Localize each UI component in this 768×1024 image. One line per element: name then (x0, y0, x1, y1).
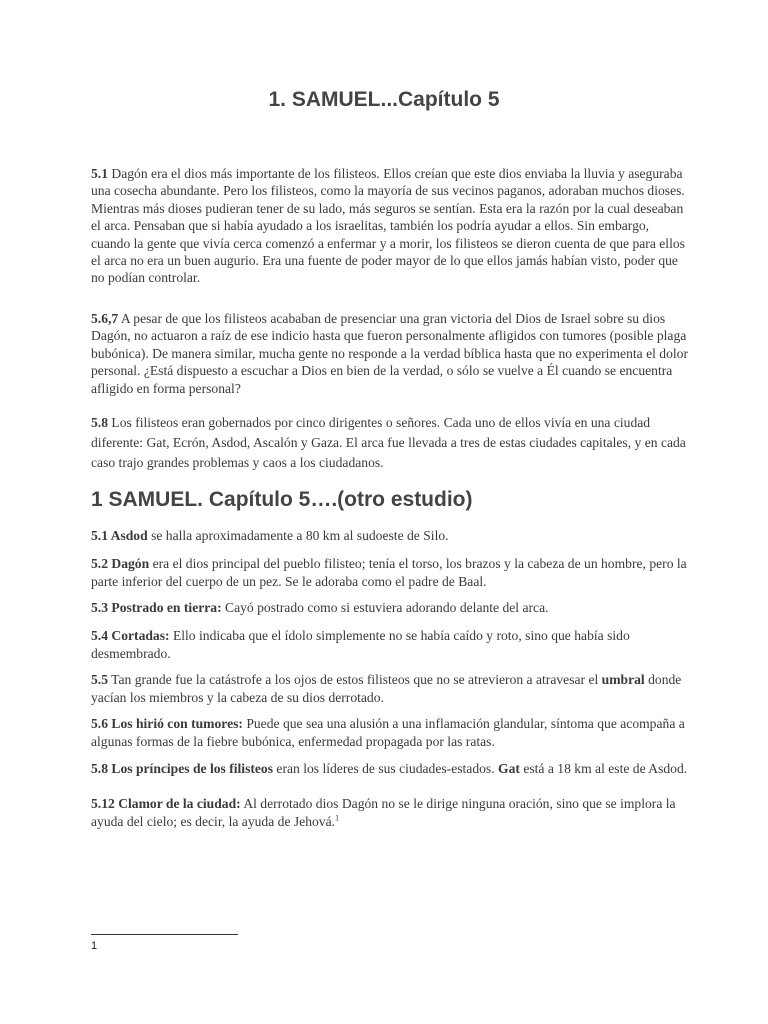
paragraph-text: Los filisteos eran gobernados por cinco dirigentes o señores. Cada uno de ellos vivía en una ciudad diferente: Gat, Ecrón, Asdod, Ascalón y Gaza. El arca fue llevada a tres de estas ciudades capitales, y en cada caso trajo grandes problemas y caos a los ciudadanos. (91, 415, 686, 470)
note-text: Cayó postrado como si estuviera adorando delante del arca. (221, 600, 549, 615)
note-5-3 (91, 599, 689, 617)
verse-label: 5.6,7 (91, 311, 119, 326)
note-5-8 (91, 760, 689, 778)
page-title: 1. SAMUEL...Capítulo 5 (268, 88, 500, 111)
footnote-separator (91, 934, 238, 935)
paragraph-text: A pesar de que los filisteos acababan de presenciar una gran victoria del Dios de Israel sobre su dios Dagón, no actuaron a raíz de ese indicio hasta que fueron personalmente afligidos con tumores (posible plaga bubónica). De manera similar, mucha gente no responde a la verdad bíblica hasta que no experimenta el dolor personal. ¿Está dispuesto a escuchar a Dios en bien de la verdad, o sólo se vuelve a Él cuando se encuentra afligido en forma personal? (91, 311, 688, 396)
note-5-6 (91, 715, 689, 750)
note-text: Puede que sea una alusión a una inflamación glandular, síntoma que acompaña a algunas formas de la fiebre bubónica, enfermedad propagada por las ratas. (91, 716, 685, 749)
note-text: era el dios principal del pueblo filisteo; tenía el torso, los brazos y la cabeza de un hombre, pero la parte inferior del cuerpo de un pez. Se le adoraba como el padre de Baal. (91, 556, 687, 589)
note-text: donde yacían los miembros y la cabeza de su dios derrotado. (91, 672, 682, 705)
note-text: está a 18 km al este de Asdod. (519, 761, 688, 776)
note-bold-term: Gat (498, 761, 520, 776)
note-5-1 (91, 527, 689, 545)
note-text: Al derrotado dios Dagón no se le dirige ninguna oración, sino que se implora la ayuda del cielo; es decir, la ayuda de Jehová. (91, 796, 676, 829)
footnote-reference[interactable]: 1 (335, 812, 340, 823)
note-label: 5.2 Dagón (91, 556, 150, 571)
paragraph-text: Dagón era el dios más importante de los filisteos. Ellos creían que este dios enviaba la lluvia y aseguraba una cosecha abundante. Pero los filisteos, como la mayoría de sus vecinos paganos, adoraban muchos dioses. Mientras más dioses pudieran tener de su lado, más seguros se sentían. Esta era la razón por la cual deseaban el arca. Pensaban que si había ayudado a los israelitas, también los podría ayudar a ellos. Sin embargo, cuando la gente que vivía cerca comenzó a enfermar y a morir, los filisteos se dieron cuenta de que para ellos el arca no era un buen augurio. Era una fuente de poder mayor de lo que ellos jamás habían visto, poder que no podían controlar. (91, 166, 685, 286)
paragraph-5-1 (91, 165, 689, 287)
paragraph-5-6-7 (91, 310, 689, 397)
note-5-4 (91, 627, 689, 662)
section-title: 1 SAMUEL. Capítulo 5….(otro estudio) (91, 488, 473, 511)
note-label: 5.1 Asdod (91, 528, 148, 543)
note-text: Ello indicaba que el ídolo simplemente no se había caído y roto, sino que había sido desmembrado. (91, 628, 630, 661)
note-text: eran los líderes de sus ciudades-estados. (273, 761, 499, 776)
note-label: 5.4 Cortadas: (91, 628, 170, 643)
note-label: 5.5 (91, 672, 108, 687)
note-label: 5.8 Los príncipes de los filisteos (91, 761, 274, 776)
note-5-2 (91, 555, 689, 590)
note-bold-term: umbral (601, 672, 645, 687)
note-label: 5.12 Clamor de la ciudad: (91, 796, 241, 811)
paragraph-5-8 (91, 413, 689, 473)
note-5-5 (91, 671, 689, 706)
verse-label: 5.8 (91, 415, 108, 430)
note-label: 5.6 Los hirió con tumores: (91, 716, 243, 731)
note-text: se halla aproximadamente a 80 km al sudoeste de Silo. (147, 528, 449, 543)
verse-label: 5.1 (91, 166, 108, 181)
note-5-12 (91, 795, 689, 830)
footnote-number: 1 (91, 940, 98, 952)
note-text: Tan grande fue la catástrofe a los ojos de estos filisteos que no se atrevieron a atravesar el (108, 672, 602, 687)
note-label: 5.3 Postrado en tierra: (91, 600, 222, 615)
